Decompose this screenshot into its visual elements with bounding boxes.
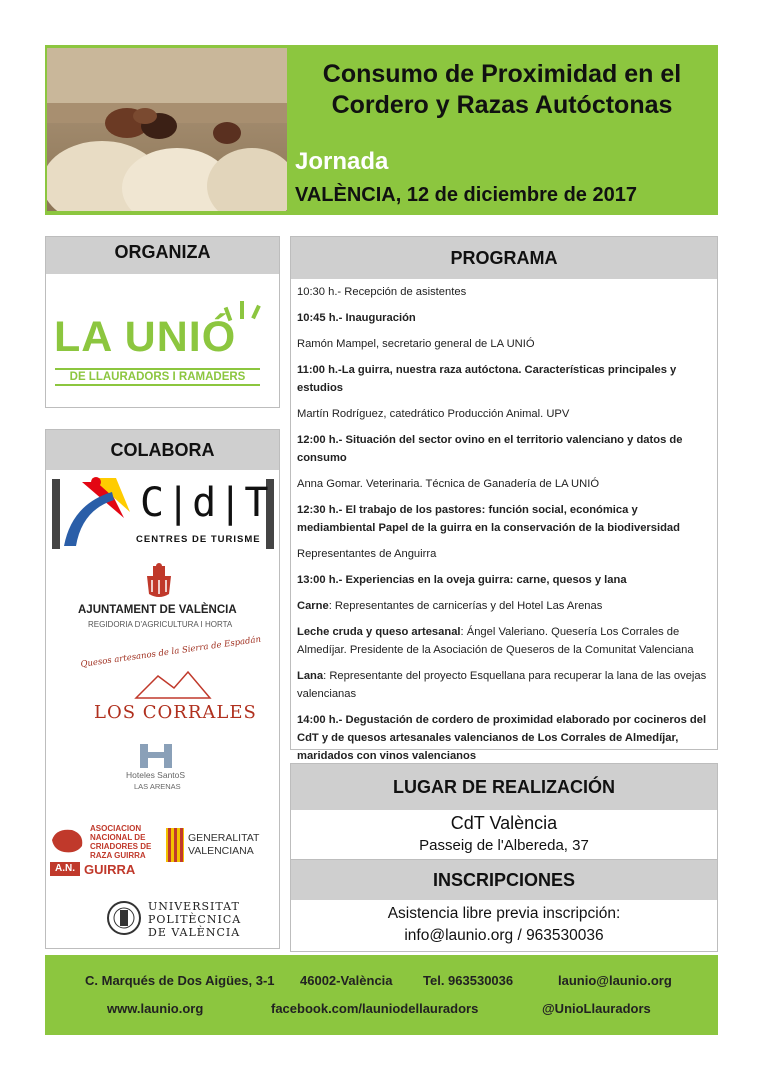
footer-web-link[interactable]: www.launio.org	[107, 1001, 204, 1016]
hoteles-santos-logo	[126, 740, 206, 810]
guirra-badge: A.N.	[50, 862, 80, 876]
footer-email-link[interactable]: launio@launio.org	[558, 973, 672, 988]
programa-item: 14:00 h.- Degustación de cordero de proximidad elaborado por cocineros del CdT y de quesos artesanales valencianos de Los Corrales de Almedíjar, maridados con vinos valencianos	[297, 714, 707, 762]
organiza-heading: ORGANIZA	[46, 237, 279, 274]
upv-seal-icon	[106, 900, 142, 936]
programa-item	[297, 623, 711, 659]
event-date: VALÈNCIA, 12 de diciembre de 2017	[295, 184, 637, 206]
inscripciones-body	[291, 900, 717, 947]
lugar-box	[290, 763, 718, 860]
footer-banner	[45, 955, 718, 1035]
los-corrales-logo	[46, 634, 281, 732]
programa-item: 13:00 h.- Experiencias en la oveja guirra: carne, quesos y lana	[297, 574, 627, 586]
guirra-line2: NACIONAL DE	[90, 833, 146, 842]
title-line-1: Consumo de Proximidad en el	[322, 60, 682, 88]
inscripciones-box	[290, 859, 718, 952]
inscripciones-heading: INSCRIPCIONES	[291, 860, 717, 900]
guirra-logo	[50, 822, 162, 884]
programa-item-text: : Representantes de carnicerías y del Hotel Las Arenas	[328, 600, 603, 612]
generalitat-logo	[166, 828, 276, 878]
colabora-heading: COLABORA	[46, 430, 279, 470]
generalitat-line1: GENERALITAT	[188, 832, 260, 844]
upv-line3: DE VALÈNCIA	[148, 926, 241, 939]
la-unio-logo	[46, 237, 281, 409]
hoteles-name: Hoteles SantoS	[126, 770, 186, 780]
programa-heading: PROGRAMA	[291, 237, 717, 279]
programa-list	[291, 279, 717, 765]
inscripciones-contact[interactable]: info@launio.org / 963530036	[404, 927, 604, 944]
colabora-box	[45, 429, 280, 949]
programa-item: 12:30 h.- El trabajo de los pastores: función social, económica y mediambiental Papel de la guirra en la conservación de la biodiversidad	[297, 504, 680, 534]
la-unio-wordmark: LA UNIÓ	[54, 313, 237, 361]
cdt-subtitle: CENTRES DE TURISME	[136, 534, 261, 545]
corrales-arc-text: Quesos artesanos de la Sierra de Espadán	[80, 634, 262, 670]
guirra-line1: ASOCIACION	[90, 824, 142, 833]
jornada-label: Jornada	[295, 148, 389, 175]
title-line-2: Cordero y Razas Autóctonas	[331, 91, 673, 119]
venue-address: Passeig de l'Albereda, 37	[419, 837, 589, 854]
programa-item	[297, 597, 711, 615]
city-crest-icon	[141, 562, 177, 600]
ajuntament-logo	[46, 560, 281, 632]
cdt-logo	[52, 474, 274, 552]
programa-item: 10:45 h.- Inauguración	[297, 312, 416, 324]
footer-postal: 46002-València	[300, 973, 393, 988]
programa-item: Ramón Mampel, secretario general de LA UNIÓ	[297, 338, 535, 350]
programa-item: 12:00 h.- Situación del sector ovino en el territorio valenciano y datos de consumo	[297, 434, 683, 464]
sheep-head-icon	[50, 826, 86, 856]
event-title	[297, 59, 707, 121]
programa-item: Anna Gomar. Veterinaria. Técnica de Ganadería de LA UNIÓ	[297, 478, 600, 490]
generalitat-line2: VALENCIANA	[188, 845, 254, 857]
lugar-body	[291, 813, 717, 855]
programa-item: Martín Rodríguez, catedrático Producción Animal. UPV	[297, 408, 570, 420]
upv-line1: UNIVERSITAT	[148, 900, 240, 913]
ajuntament-name: AJUNTAMENT DE VALÈNCIA	[78, 604, 237, 616]
programa-item: Representantes de Anguirra	[297, 548, 437, 560]
organiza-box	[45, 236, 280, 408]
corrales-name: LOS CORRALES	[94, 702, 257, 723]
hotel-h-icon	[136, 740, 176, 768]
cdt-letters: C|d|T	[140, 480, 271, 526]
venue-name: CdT València	[450, 813, 558, 833]
programa-item	[297, 667, 711, 703]
footer-facebook-link[interactable]: facebook.com/launiodellauradors	[271, 1001, 479, 1016]
guirra-line4: RAZA GUIRRA	[90, 851, 146, 860]
inscripciones-line1: Asistencia libre previa inscripción:	[387, 905, 621, 922]
programa-item-label: Leche cruda y queso artesanal	[297, 626, 461, 638]
la-unio-subtitle: DE LLAURADORS I RAMADERS	[55, 368, 260, 386]
upv-line2: POLITÈCNICA	[148, 913, 242, 926]
sheep-photo	[47, 48, 287, 211]
programa-item: 11:00 h.-La guirra, nuestra raza autóctona. Características principales y estudios	[297, 364, 677, 394]
programa-item-text: : Ángel Valeriano. Quesería Los Corrales de Almedíjar. Presidente de la Asociación de Queseros de la Comunitat Valenciana	[297, 626, 694, 656]
hoteles-sub: LAS ARENAS	[134, 782, 181, 791]
lugar-heading: LUGAR DE REALIZACIÓN	[291, 764, 717, 810]
guirra-line3: CRIADORES DE	[90, 842, 152, 851]
programa-item-label: Carne	[297, 600, 329, 612]
guirra-badge-name: GUIRRA	[84, 862, 136, 877]
generalitat-bars-icon	[166, 828, 184, 862]
footer-address: C. Marqués de Dos Aigües, 3-1	[85, 973, 275, 988]
programa-item-label: Lana	[297, 670, 324, 682]
footer-tel: Tel. 963530036	[423, 973, 514, 988]
programa-item: 10:30 h.- Recepción de asistentes	[297, 286, 467, 298]
ajuntament-sub: REGIDORIA D'AGRICULTURA I HORTA	[88, 620, 233, 629]
programa-item-text: : Representante del proyecto Esquellana para recuperar la lana de las ovejas valencianas	[297, 670, 707, 700]
header-banner	[45, 45, 718, 215]
footer-twitter-link[interactable]: @UnioLlauradors	[542, 1001, 651, 1016]
upv-logo	[106, 898, 276, 942]
programa-box	[290, 236, 718, 762]
